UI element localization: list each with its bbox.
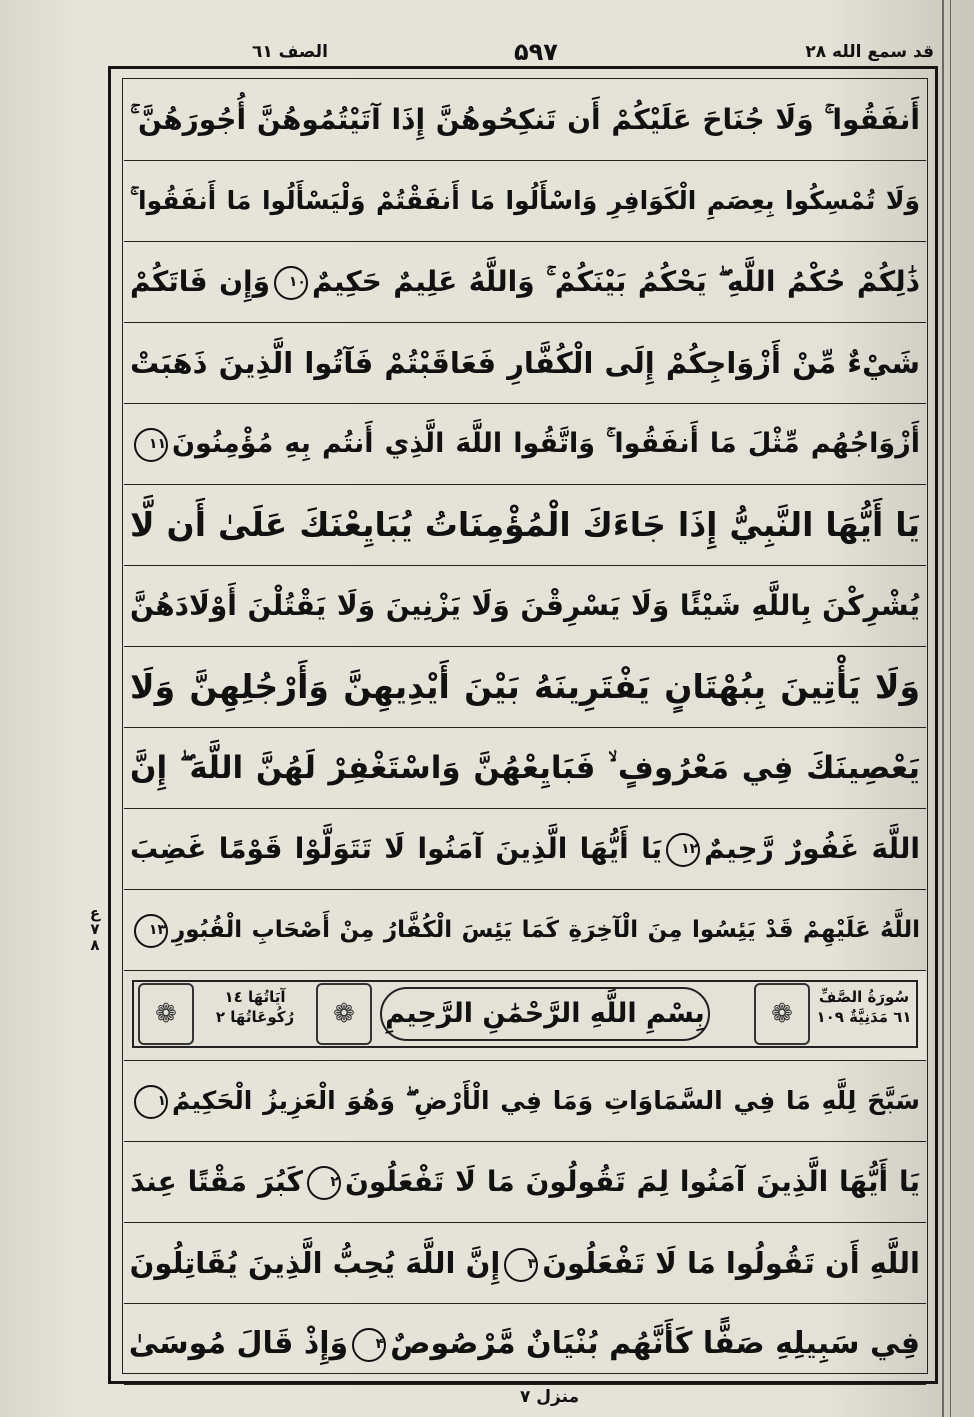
text-line: [124, 1061, 926, 1142]
verse-text: [130, 904, 920, 956]
ayah-marker: ۴: [352, 1328, 386, 1362]
verse-segment: يَا أَيُّهَا الَّذِينَ آمَنُوا لِمَ تَقُولُونَ مَا لَا تَفْعَلُونَ: [344, 1165, 920, 1198]
surah-name-header: الصف ٦١: [252, 42, 328, 62]
verse-segment: اللَّهُ عَلَيْهِمْ قَدْ يَئِسُوا مِنَ الْآخِرَةِ كَمَا يَئِسَ الْكُفَّارُ مِنْ أَصْحَابِ الْقُبُورِ: [172, 917, 920, 943]
verse-text: [130, 580, 920, 632]
text-line: [124, 242, 926, 323]
verse-text: [130, 1156, 920, 1208]
text-line: [124, 647, 926, 728]
verse-segment: اللَّهَ غَفُورٌ رَّحِيمٌ: [704, 832, 920, 865]
verse-segment: فِي سَبِيلِهِ صَفًّا كَأَنَّهُم بُنْيَانٌ مَّرْصُوصٌ: [390, 1326, 920, 1361]
verse-segment: وَلَا تُمْسِكُوا بِعِصَمِ الْكَوَافِرِ وَاسْأَلُوا مَا أَنفَقْتُمْ وَلْيَسْأَلُوا مَا أَنفَقُوا ۚ: [130, 186, 920, 215]
text-line: [124, 161, 926, 242]
text-line: [124, 728, 926, 809]
ayah-marker: ۱۰: [274, 266, 308, 300]
verse-segment: يَعْصِينَكَ فِي مَعْرُوفٍ ۙ فَبَايِعْهُنَّ وَاسْتَغْفِرْ لَهُنَّ اللَّهَ ۖ إِنَّ: [130, 750, 920, 786]
verse-segment: إِنَّ اللَّهَ يُحِبُّ الَّذِينَ يُقَاتِلُونَ: [129, 1246, 501, 1280]
verse-segment: اللَّهِ أَن تَقُولُوا مَا لَا تَفْعَلُونَ: [542, 1246, 920, 1280]
ayah-marker: ۳: [504, 1248, 538, 1282]
verse-text: [130, 175, 920, 227]
verse-text: [130, 337, 920, 389]
verse-text: [130, 742, 920, 794]
ayah-marker: ۱۲: [666, 833, 700, 867]
ornament-icon: [316, 983, 372, 1045]
verse-text: [130, 418, 920, 470]
text-line: [124, 809, 926, 890]
text-line: [124, 890, 926, 971]
ayah-marker: ۱۱: [134, 428, 168, 462]
text-line: [124, 1142, 926, 1223]
verse-segment: يَا أَيُّهَا الَّذِينَ آمَنُوا لَا تَتَوَلَّوْا قَوْمًا غَضِبَ: [130, 832, 663, 865]
ornament-icon: [138, 983, 194, 1045]
verse-text: [130, 499, 920, 551]
verse-text: [130, 1075, 920, 1127]
manzil-footer: منزل ٧: [520, 1387, 580, 1407]
text-body: [124, 80, 926, 1385]
verse-segment: يُشْرِكْنَ بِاللَّهِ شَيْئًا وَلَا يَسْرِقْنَ وَلَا يَزْنِينَ وَلَا يَقْتُلْنَ أَوْلَادَهُنَّ: [130, 589, 920, 622]
verse-segment: وَإِن فَاتَكُمْ: [130, 265, 270, 298]
text-line: [124, 80, 926, 161]
verse-text: [130, 1318, 920, 1370]
verse-text: [130, 823, 920, 875]
ornament-icon: [754, 983, 810, 1045]
binding-line: [942, 0, 944, 1417]
surah-header-band: [124, 971, 926, 1061]
ruku-side-mark: ع ٧ ٨: [89, 904, 101, 954]
verse-segment: ذَٰلِكُمْ حُكْمُ اللَّهِ ۖ يَحْكُمُ بَيْنَكُمْ ۚ وَاللَّهُ عَلِيمٌ حَكِيمٌ: [311, 265, 920, 298]
text-line: [124, 485, 926, 566]
text-line: [124, 566, 926, 647]
ayah-marker: ۲: [307, 1166, 341, 1200]
verse-segment: أَزْوَاجُهُم مِّثْلَ مَا أَنفَقُوا ۚ وَاتَّقُوا اللَّهَ الَّذِي أَنتُم بِهِ مُؤْمِنُونَ: [172, 428, 920, 459]
ayah-marker: ۱: [134, 1085, 168, 1119]
text-line: [124, 1223, 926, 1304]
bismillah: بِسْمِ اللَّهِ الرَّحْمَٰنِ الرَّحِيمِ: [380, 987, 710, 1041]
verse-text: [130, 94, 920, 146]
text-line: [124, 1304, 926, 1385]
ruku-count: رُكُوعَاتُهَا ٢: [215, 1008, 295, 1026]
surah-title: سُورَةُ الصَّفِّ: [818, 988, 910, 1006]
verse-segment: يَا أَيُّهَا النَّبِيُّ إِذَا جَاءَكَ الْمُؤْمِنَاتُ يُبَايِعْنَكَ عَلَىٰ أَن لَّا: [130, 505, 920, 544]
juz-name: قد سمع الله ۲۸: [805, 42, 934, 62]
ayah-marker: ۱۳: [134, 914, 168, 948]
text-line: [124, 404, 926, 485]
text-line: [124, 323, 926, 404]
page-number: ۵۹۷: [514, 38, 558, 66]
surah-stats: [200, 987, 310, 1027]
verse-segment: وَلَا يَأْتِينَ بِبُهْتَانٍ يَفْتَرِينَهُ بَيْنَ أَيْدِيهِنَّ وَأَرْجُلِهِنَّ وَلَا: [130, 667, 920, 706]
verse-segment: كَبُرَ مَقْتًا عِندَ: [130, 1165, 303, 1198]
verse-segment: شَيْءٌ مِّنْ أَزْوَاجِكُمْ إِلَى الْكُفَّارِ فَعَاقَبْتُمْ فَآتُوا الَّذِينَ ذَهَبَتْ: [130, 346, 920, 380]
page-header: [110, 36, 938, 70]
verse-text: [130, 1237, 920, 1289]
verse-segment: وَإِذْ قَالَ مُوسَىٰ: [128, 1326, 349, 1361]
verse-text: [130, 256, 920, 308]
ayah-count: آيَاتُهَا ١٤: [224, 988, 286, 1006]
surah-revelation: ٦١ مَدَنِيَّةٌ ١٠٩: [816, 1008, 912, 1026]
verse-segment: سَبَّحَ لِلَّهِ مَا فِي السَّمَاوَاتِ وَمَا فِي الْأَرْضِ ۖ وَهُوَ الْعَزِيزُ الْحَكِيمُ: [172, 1086, 920, 1115]
verse-text: [130, 661, 920, 713]
binding-line-thin: [950, 0, 951, 1417]
verse-segment: أَنفَقُوا ۚ وَلَا جُنَاحَ عَلَيْكُمْ أَن تَنكِحُوهُنَّ إِذَا آتَيْتُمُوهُنَّ أُجُورَهُنَّ ۚ: [130, 103, 920, 136]
surah-title-box: [814, 987, 914, 1027]
